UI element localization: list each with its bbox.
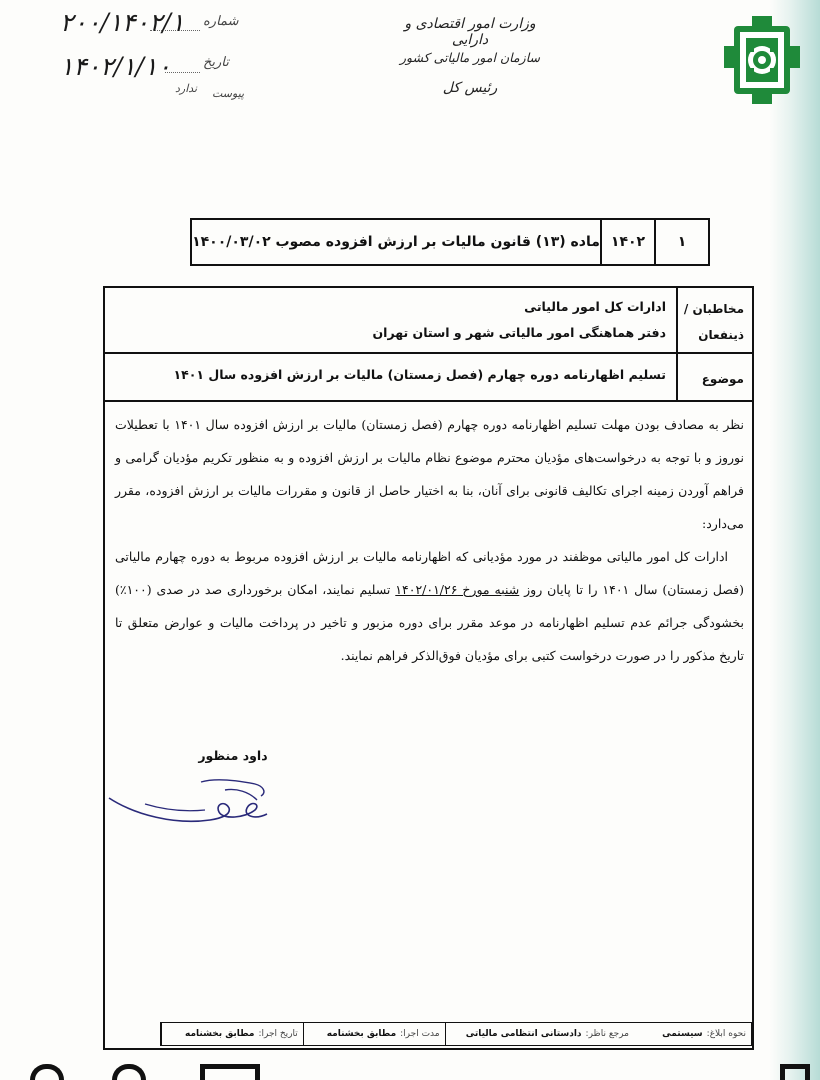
recipient-1: ادارات کل امور مالیاتی — [524, 299, 666, 314]
attachment-value: ندارد — [175, 82, 198, 95]
recipients-row — [105, 288, 752, 354]
body-paragraph-1: نظر به مصادف بودن مهلت تسلیم اظهارنامه دوره چهارم (فصل زمستان) مالیات بر ارزش افزوده سال ۱۴۰۱ با تعطیلات نوروز و با توجه به درخواست‌های مؤدیان محترم موضوع نظام مالیات بر ارزش افزوده و به منظور تکریم مؤدیان گرامی و فراهم آوردن زمینه اجرای تکالیف قانونی برای آنان، بنا به اختیار حاصل از قانون و مقررات مالیات بر ارزش افزوده، مقرر می‌دارد: — [115, 417, 744, 531]
cropped-bottom-edge — [0, 1062, 820, 1080]
date-dotted-line — [165, 72, 200, 73]
topic-value: تسلیم اظهارنامه دوره چهارم (فصل زمستان) مالیات بر ارزش افزوده سال ۱۴۰۱ — [173, 367, 666, 382]
circular-title-box — [190, 218, 710, 266]
recipient-2: دفتر هماهنگی امور مالیاتی شهر و استان تهران — [372, 325, 666, 340]
position-title: رئیس کل — [442, 80, 498, 96]
footer-execution-date: تاریخ اجرا: مطابق بخشنامه — [161, 1023, 303, 1045]
topic-label: موضوع — [676, 354, 752, 400]
letter-number-label: شماره — [203, 14, 239, 29]
circular-sequence: ۱ — [654, 220, 708, 264]
tax-organization-logo — [722, 14, 802, 106]
recipients-label-line2: ذینفعان — [698, 328, 744, 342]
footer-meta-bar — [160, 1022, 752, 1046]
letter-number-value: ۲۰۰/۱۴۰۲/۱ — [60, 8, 185, 37]
circular-subject: ماده (۱۳) قانون مالیات بر ارزش افزوده مصوب ۱۴۰۰/۰۳/۰۲ — [192, 234, 600, 250]
recipients-value — [113, 288, 666, 346]
circular-year: ۱۴۰۲ — [600, 220, 654, 264]
attachment-label: پیوست — [212, 87, 245, 100]
body-paragraph-2 — [115, 540, 744, 672]
footer-execution-period: مدت اجرا: مطابق بخشنامه — [303, 1023, 445, 1045]
recipients-label-line1: مخاطبان / — [683, 302, 744, 316]
body-paragraph-2-part-b: تسلیم نمایند، امکان برخورداری صد در صدی (۱۰۰٪) بخشودگی جرائم عدم تسلیم اظهارنامه در موعد مقرر برای دوره مزبور و تاخیر در پرداخت مالیات و عوارض متعلق تا تاریخ مذکور را در صورت درخواست کتبی برای مؤدیان فوق‌الذکر فراهم نمایند. — [115, 582, 744, 663]
topic-row — [105, 354, 752, 402]
ministry-name: وزارت امور اقتصادی و دارایی — [404, 16, 536, 48]
recipients-label — [676, 288, 752, 352]
signer-name: داود منظور — [198, 748, 268, 763]
letter-date-value: ۱۴۰۲/۱/۱۰ — [60, 52, 171, 81]
background-strip — [770, 0, 820, 1080]
organization-name: سازمان امور مالیاتی کشور — [400, 50, 540, 65]
footer-supervisor: مرجع ناظر: دادستانی انتظامی مالیاتی — [445, 1023, 634, 1045]
letter-date-label: تاریخ — [203, 55, 229, 70]
circular-body-frame — [103, 286, 754, 1050]
footer-delivery-method: نحوه ابلاغ: سیستمی — [662, 1029, 746, 1039]
body-paragraph-2-part-a: ادارات کل امور مالیاتی موظفند در مورد مؤدیانی که اظهارنامه مالیات بر ارزش افزوده مربوط به دوره چهارم مالیاتی (فصل زمستان) سال ۱۴۰۱ را تا پایان روز — [115, 549, 744, 597]
handwritten-signature — [105, 770, 280, 840]
number-dotted-line — [150, 30, 200, 31]
circular-body — [115, 408, 744, 672]
deadline-date: شنبه مورخ ۱۴۰۲/۰۱/۲۶ — [395, 582, 520, 597]
